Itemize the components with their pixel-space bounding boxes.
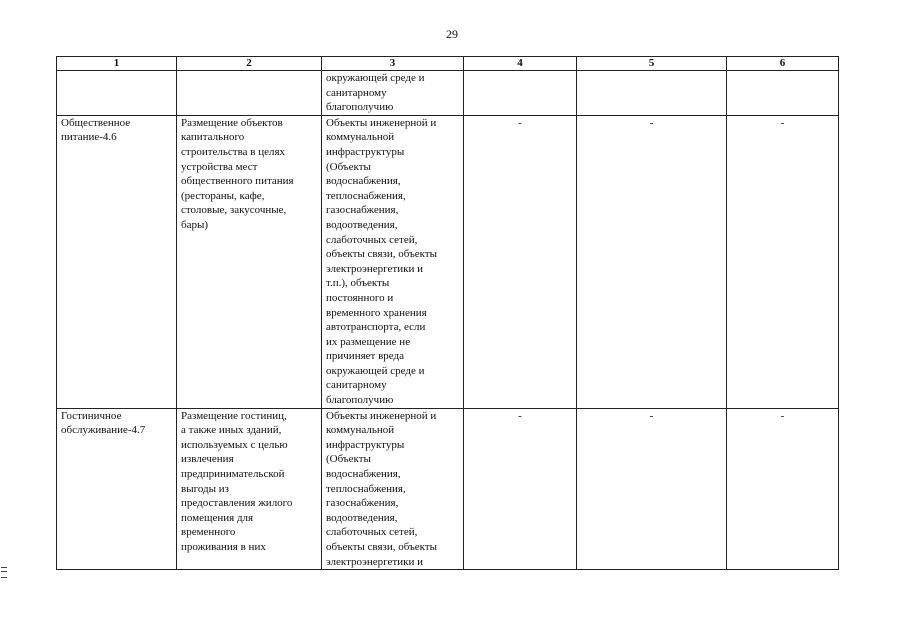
auxiliary-use-cell [322,115,464,408]
table-cell [727,71,839,116]
table-row-continuation [57,71,839,116]
table-cell [464,115,577,408]
use-description: Размещение объектов капитального строительства в целях устройства мест общественного питания (рестораны, кафе, столовые, закусочные, бары) [181,116,294,231]
column-header-3: 3 [322,57,464,71]
table-cell [577,408,727,570]
zoning-table [56,56,839,570]
auxiliary-use: Объекты инженерной и коммунальной инфраструктуры (Объекты водоснабжения, теплоснабжения, газоснабжения, водоотведения, слаботочных сетей, объекты связи, объекты электроэнергетики и [326,409,438,568]
cell-dash: - [780,409,785,422]
use-name-cell [57,408,177,570]
table-cell [57,71,177,116]
table-header-row [57,57,839,71]
table-row [57,115,839,408]
cell-dash: - [518,409,522,422]
auxiliary-use: Объекты инженерной и коммунальной инфраструктуры (Объекты водоснабжения, теплоснабжения, газоснабжения, водоотведения, слаботочных сетей, объекты связи, объекты электроэнергетики и т.п.), объекты постоянного и временного хранения автотранспорта, если их размещение не причиняет вреда окружающей среде и санитарному благополучию [326,116,438,407]
cell-dash: - [518,116,522,129]
column-header-4: 4 [464,57,577,71]
use-name: Общественное питание-4.6 [61,116,131,144]
use-description-cell [177,115,322,408]
table-cell [177,71,322,116]
table-cell [464,408,577,570]
table-cell [727,115,839,408]
table-cell [727,408,839,570]
table-cell [577,115,727,408]
cell-dash: - [780,116,785,129]
column-header-2: 2 [177,57,322,71]
cell-text: окружающей среде и санитарному благополучию [326,72,425,114]
cell-dash: - [649,409,654,422]
cell-dash: - [649,116,654,129]
table-cell [577,71,727,116]
auxiliary-use-cell [322,408,464,570]
use-description: Размещение гостиниц, а также иных зданий, используемых с целью извлечения предпринимательской выгоды из предоставления жилого помещения для временного проживания в них [181,409,293,553]
use-name-cell [57,115,177,408]
use-name: Гостиничное обслуживание-4.7 [61,409,146,437]
table-cell [322,71,464,116]
margin-mark [1,567,7,578]
use-description-cell [177,408,322,570]
column-header-5: 5 [577,57,727,71]
table-row [57,408,839,570]
column-header-6: 6 [727,57,839,71]
page-number: 29 [446,27,458,41]
column-header-1: 1 [57,57,177,71]
table-cell [464,71,577,116]
